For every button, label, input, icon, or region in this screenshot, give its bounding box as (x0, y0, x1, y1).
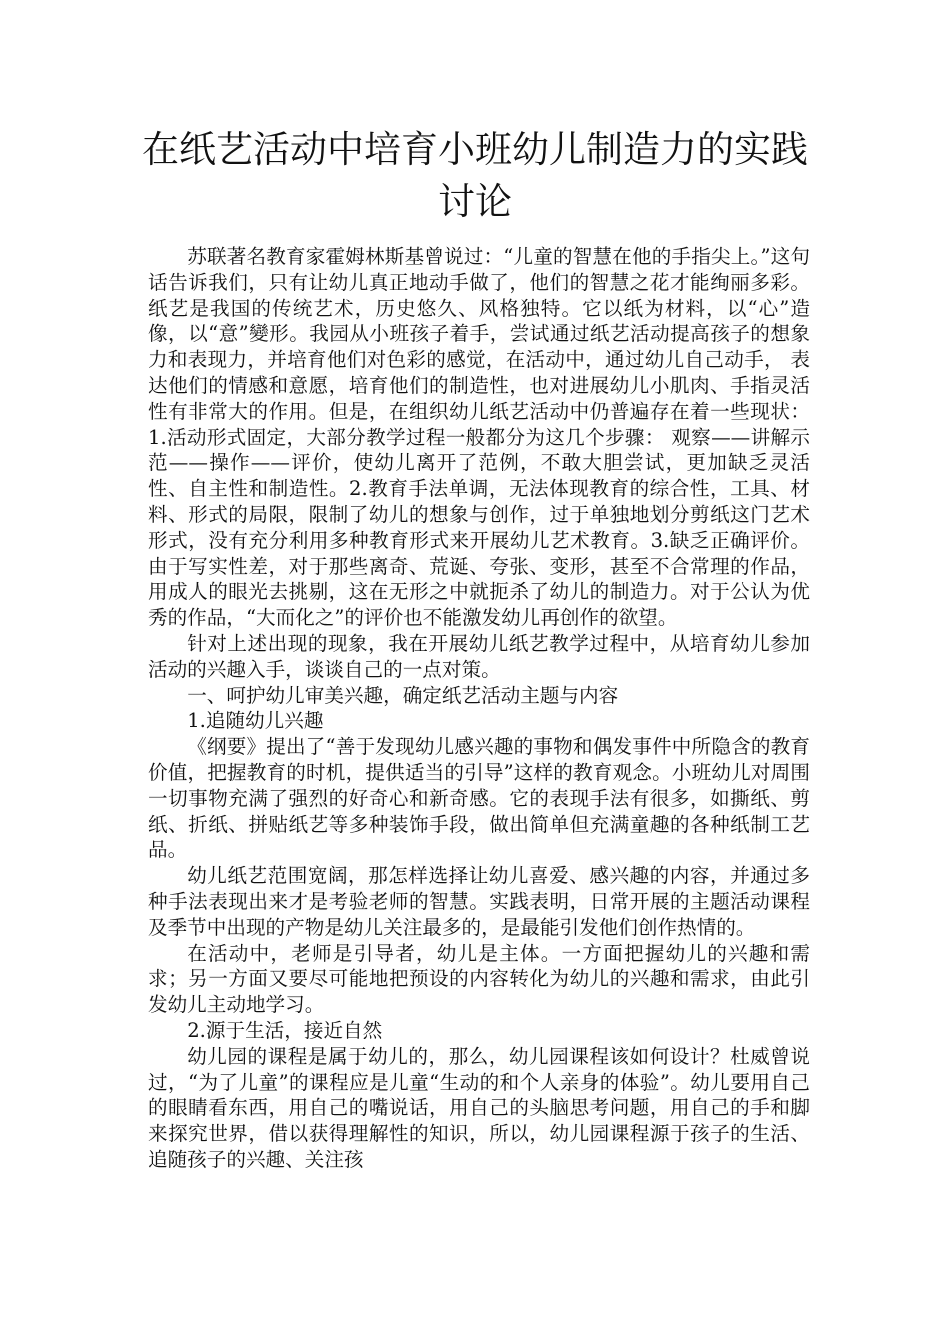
document-body (148, 244, 810, 1173)
subsection-heading-1-1: 1.追随幼儿兴趣 (187, 709, 324, 733)
paragraph-scope: 幼儿纸艺范围宽阔，那怎样选择让幼儿喜爱、感兴趣的内容，并通过多种手法表现出来才是考验老师的智慧。实践表明，日常开展的主题活动课程及季节中出现的产物是幼儿关注最多的，是最能引发他们创作热情的。 (148, 864, 810, 939)
paragraph-teacher-role: 在活动中，老师是引导者，幼儿是主体。一方面把握幼儿的兴趣和需求；另一方面又要尽可能地把预设的内容转化为幼儿的兴趣和需求，由此引发幼儿主动地学习。 (148, 941, 810, 1017)
paragraph-intro: 苏联著名教育家霍姆林斯基曾说过：“儿童的智慧在他的手指尖上。”这句话告诉我们，只有让幼儿真正地动手做了，他们的智慧之花才能绚丽多彩。纸艺是我国的传统艺术，历史悠久、风格独特。它以纸为材料，以“心”造像，以“意”變形。我园从小班孩子着手，尝试通过纸艺活动提高孩子的想象力和表现力，并培育他们对色彩的感觉，在活动中，通过幼儿自己动手， 表达他们的情感和意愿，培育他们的制造性，也对进展幼儿小肌肉、手指灵活性有非常大的作用。但是，在组织幼儿纸艺活动中仍普遍存在着一些现状：1.活动形式固定，大部分教学过程一般都分为这几个步骤： 观察——讲解示范——操作——评价，使幼儿离开了范例，不敢大胆尝试，更加缺乏灵活性、自主性和制造性。2.教育手法单调，无法体现教育的综合性，工具、材料、形式的局限，限制了幼儿的想象与创作，过于单独地划分剪纸这门艺术形式，没有充分利用多种教育形式来开展幼儿艺术教育。3.缺乏正确评价。由于写实性差，对于那些离奇、荒诞、夸张、变形，甚至不合常理的作品，用成人的眼光去挑剔，这在无形之中就扼杀了幼儿的制造力。对于公认为优秀的作品，“大而化之”的评价也不能激发幼儿再创作的欲望。 (148, 245, 810, 630)
subsection-heading-1-2: 2.源于生活，接近自然 (187, 1018, 383, 1042)
section-heading-1: 一、呵护幼儿审美兴趣，确定纸艺活动主题与内容 (187, 683, 619, 707)
paragraph-curriculum: 幼儿园的课程是属于幼儿的，那么，幼儿园课程该如何设计？杜威曾说过，“为了儿童”的课程应是儿童“生动的和个人亲身的体验”。幼儿要用自己的眼睛看东西，用自己的嘴说话，用自己的头脑思考问题，用自己的手和脚来探究世界，借以获得理解性的知识，所以，幼儿园课程源于孩子的生活、追随孩子的兴趣、关注孩 (148, 1044, 810, 1171)
paragraph-outline: 《纲要》提出了“善于发现幼儿感兴趣的事物和偶发事件中所隐含的教育价值，把握教育的时机，提供适当的引导”这样的教育观念。小班幼儿对周围一切事物充满了强烈的好奇心和新奇感。它的表现手法有很多，如撕纸、剪纸、折纸、拼贴纸艺等多种装饰手段，做出简单但充满童趣的各种纸制工艺品。 (148, 735, 810, 862)
document-title: 在纸艺活动中培育小班幼儿制造力的实践讨论 (142, 128, 808, 223)
paragraph-countermeasure: 针对上述出现的现象，我在开展幼儿纸艺教学过程中，从培育幼儿参加活动的兴趣入手，谈谈自己的一点对策。 (148, 631, 810, 681)
